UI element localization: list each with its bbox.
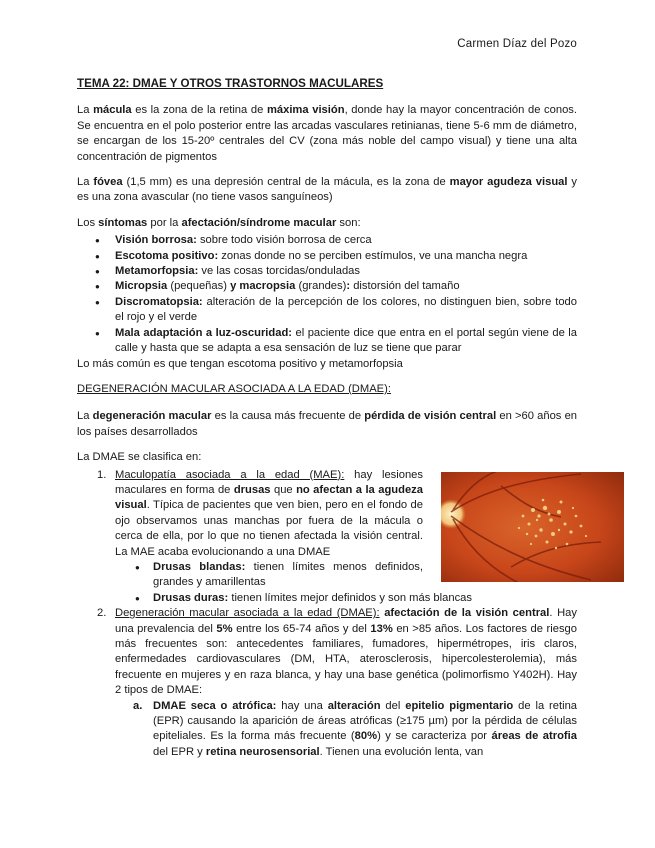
list-item-dmae: 2. Degeneración macular asociada a la edad (DMAE): afectación de la visión central. Hay una prevalencia del 5% entre los 65-74 años y del 13% en >85 años. Los factores de riesgo más frecuentes son: antecedentes familiares, fumadores, hipermétropes, iris claros, enfermedades cardiovasculares (DM, HTA, aterosclerosis, hipercolesterolemia), más frecuente en mujeres y en raza blanca, y hay una base genética (polimorfismo Y402H). Hay 2 tipos de DMAE: [97,607,577,697]
list-item: ● Escotoma positivo: zonas donde no se perciben estímulos, ve una mancha negra [115,249,577,264]
document-body [77,76,577,760]
symptoms-list [77,233,577,356]
paragraph-classification: La DMAE se clasifica en: [77,451,202,464]
section-heading-dmae: DEGENERACIÓN MACULAR ASOCIADA A LA EDAD (DMAE): [77,382,391,395]
paragraph-symptoms-intro: Los síntomas por la afectación/síndrome macular son: [77,216,361,229]
list-item-mae: 1. Maculopatía asociada a la edad (MAE): hay lesiones maculares en forma de drusas que no afectan a la agudeza visual. Típica de pacientes que ven bien, pero en el fondo de ojo observamos unas manchas por fuera de la mácula o cerca de ella, por lo que no tienen afectada la visión central. La MAE acaba evolucionando a una DMAE [97,468,423,558]
list-item: ● Metamorfopsia: ve las cosas torcidas/onduladas [115,264,577,279]
author-header: Carmen Díaz del Pozo [457,38,577,50]
fundus-image [441,472,624,582]
list-item: ● Micropsia (pequeñas) y macropsia (grandes): distorsión del tamaño [115,279,577,294]
list-item: ● Discromatopsia: alteración de la percepción de los colores, no distinguen bien, sobre todo el rojo y el verde [115,295,577,326]
list-item-dmae-seca: a. DMAE seca o atrófica: hay una alteración del epitelio pigmentario de la retina (EPR) causando la aparición de áreas atróficas (≥175 µm) por la pérdida de células epiteliales. Es la forma más frecuente (80%) y se caracteriza por áreas de atrofia del EPR y retina neurosensorial. Tienen una evolución lenta, van [133,699,578,758]
paragraph-dmae-definition: La degeneración macular es la causa más frecuente de pérdida de visión central en >60 años en los países desarrollados [77,410,578,438]
list-item: ● Mala adaptación a luz-oscuridad: el paciente dice que entra en el portal según viene de la calle y hasta que se adapta a esa sensación de luz se tiene que parar [115,326,577,357]
paragraph-macula: La mácula es la zona de la retina de máxima visión, donde hay la mayor concentración de conos. Se encuentra en el polo posterior entre las arcadas vasculares retinianas, tiene 5-6 mm de diámetro, se encargan de los 15-20º centrales del CV (zona más noble del campo visual) y tiene una alta concentración de pigmentos [77,104,577,163]
list-item: ● Drusas duras: tienen límites mejor definidos y son más blancas [153,591,577,606]
paragraph-fovea: La fóvea (1,5 mm) es una depresión central de la mácula, es la zona de mayor agudeza visual y es una zona avascular (no tiene vasos sanguíneos) [77,176,578,204]
paragraph-common: Lo más común es que tengan escotoma positivo y metamorfopsia [77,357,403,370]
fundus-photo [441,472,624,582]
list-item: ● Visión borrosa: sobre todo visión borrosa de cerca [115,233,577,248]
list-item: ● Drusas blandas: tienen límites menos definidos, grandes y amarillentas [153,560,423,591]
page-title: TEMA 22: DMAE Y OTROS TRASTORNOS MACULARES [77,77,384,90]
